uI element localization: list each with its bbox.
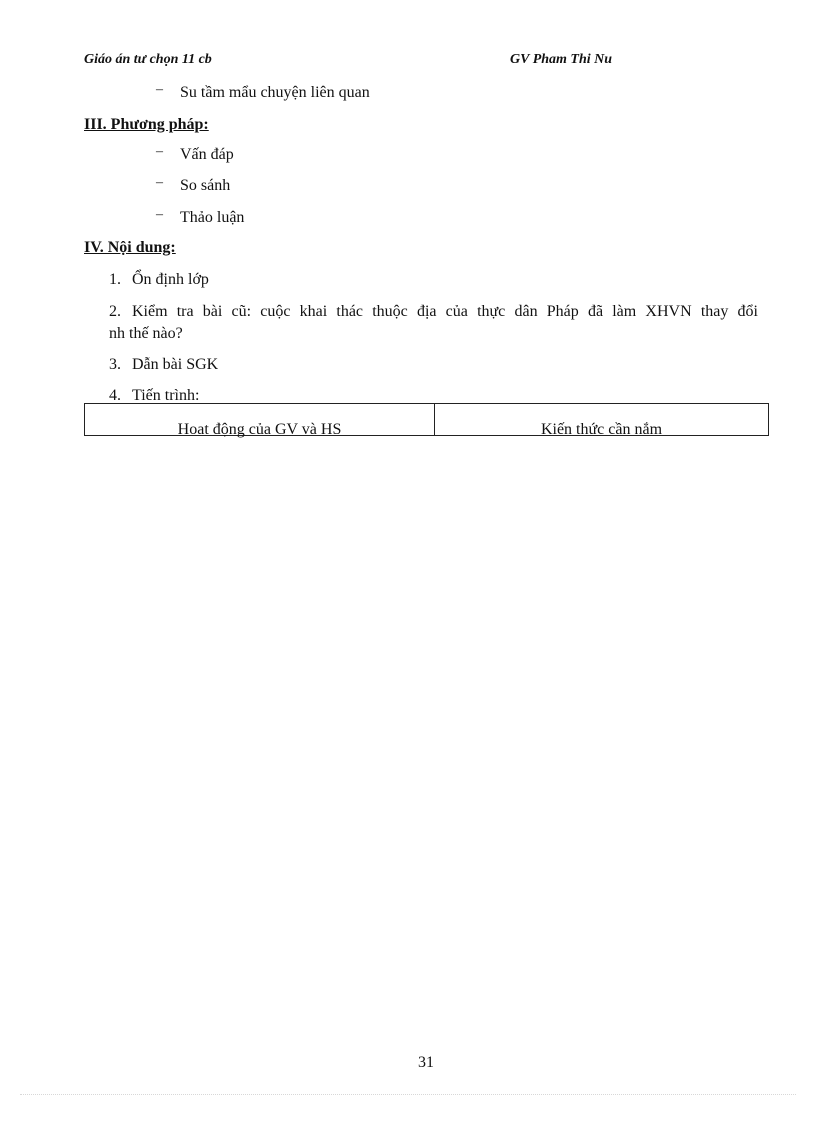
list-item: Dẫn bài SGK xyxy=(132,356,219,373)
list-number: 2. xyxy=(109,303,121,320)
bullet-item: So sánh xyxy=(180,177,231,194)
page-number: 31 xyxy=(418,1054,434,1071)
dash-bullet: – xyxy=(156,82,163,97)
bullet-item: Vấn đáp xyxy=(180,146,234,163)
table-header-activity: Hoat động của GV và HS xyxy=(85,404,435,436)
list-item: Ổn định lớp xyxy=(132,271,209,288)
section-heading-content: IV. Nội dung: xyxy=(84,239,176,256)
list-number: 1. xyxy=(109,271,121,288)
dash-bullet: – xyxy=(156,175,163,190)
activity-table xyxy=(84,403,769,436)
dash-bullet: – xyxy=(156,144,163,159)
list-number: 4. xyxy=(109,387,121,404)
list-number: 3. xyxy=(109,356,121,373)
list-item-continuation: nh thế nào? xyxy=(109,325,183,342)
bullet-item: Su tầm mẩu chuyện liên quan xyxy=(180,84,370,101)
dash-bullet: – xyxy=(156,207,163,222)
table-header-knowledge: Kiến thức cần nắm xyxy=(435,404,769,436)
section-heading-methods: III. Phương pháp: xyxy=(84,116,209,133)
table-header-row xyxy=(85,404,769,436)
list-item: Tiến trình: xyxy=(132,387,200,404)
bullet-item: Thảo luận xyxy=(180,209,245,226)
footer-divider xyxy=(20,1094,796,1095)
list-item: Kiểm tra bài cũ: cuộc khai thác thuộc địa của thực dân Pháp đã làm XHVN thay đổi xyxy=(132,303,758,320)
header-left: Giáo án tư chọn 11 cb xyxy=(84,52,212,67)
header-right: GV Pham Thi Nu xyxy=(510,52,613,67)
